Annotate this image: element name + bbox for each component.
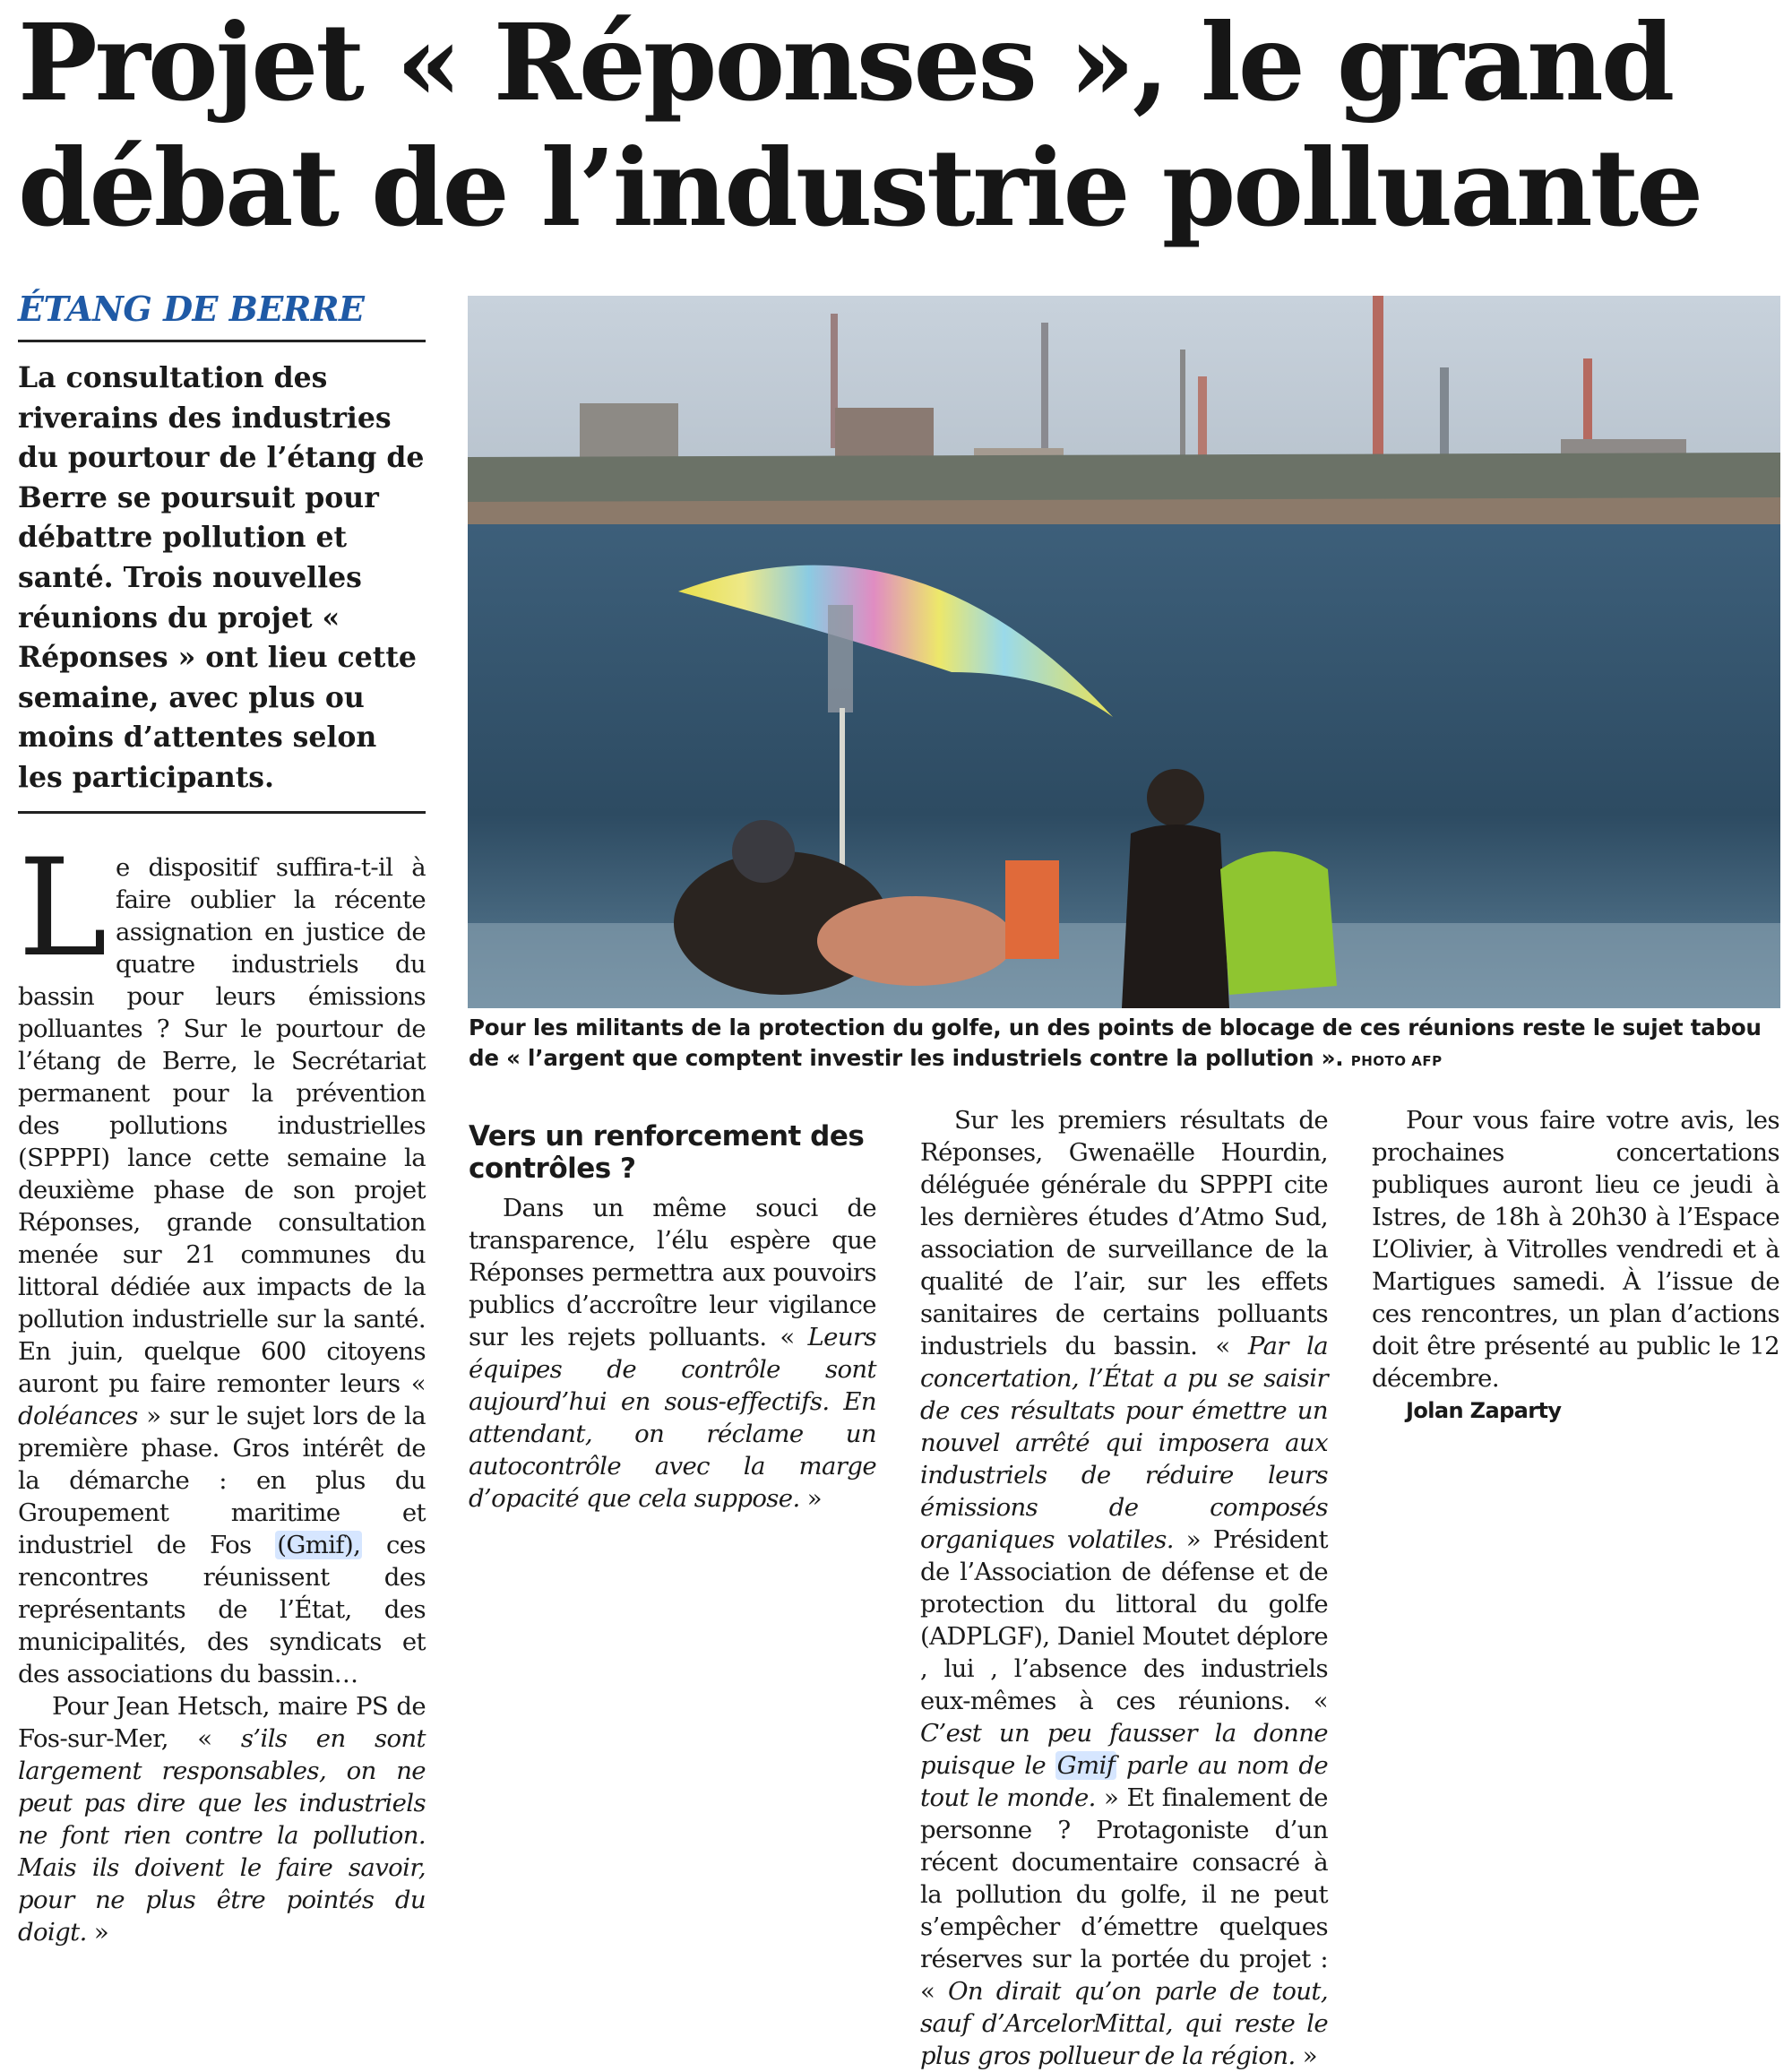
- text-run: » Et finalement de personne ? Protagoniste d’un récent documentaire consacré à la pollution du golfe, il ne peut s’empêcher d’émettre quelques réserves sur la portée du projet : «: [920, 1783, 1328, 2006]
- body-column-1: [18, 831, 426, 1948]
- photo-caption: [469, 1013, 1781, 1076]
- body-paragraph-5: Pour vous faire votre avis, les prochaines concertations publiques auront lieu ce jeudi à Istres, de 18h à 20h30 à l’Espace L’Olivier, à Vitrolles vendredi et à Martigues samedi. À l’issue de ces rencontres, un plan d’actions doit être présenté au public le 12 décembre.: [1372, 1106, 1779, 1393]
- quote: On dirait qu’on parle de tout, sauf d’ArcelorMittal, qui reste le plus gros pollueur de la région.: [920, 1977, 1329, 2070]
- photo-credit: PHOTO AFP: [1350, 1053, 1443, 1069]
- text-run: »: [1295, 2042, 1318, 2070]
- drop-cap: L: [18, 831, 108, 987]
- body-column-4: [1372, 1104, 1779, 1427]
- body-column-3: [920, 1104, 1328, 2072]
- photo-beach-industry: [468, 296, 1780, 1008]
- highlighted-gmif: (Gmif),: [277, 1531, 361, 1559]
- quote: parle au nom de tout le monde.: [920, 1751, 1328, 1812]
- photo-illustration: [468, 296, 1780, 1008]
- body-paragraph-3: [469, 1192, 876, 1515]
- text-run: » Président de l’Association de défense et de protection du littoral du golfe (ADPLGF), Daniel Moutet déplore , lui , l’absence des industriels eux-mêmes à ces réunions. «: [920, 1525, 1328, 1715]
- text-run: ces rencontres réunissent des représentants de l’État, des municipalités, des syndicats et des associations du bassin…: [18, 1531, 426, 1688]
- subheading: Vers un renforcement des contrôles ?: [469, 1120, 865, 1185]
- quote: s’ils en sont largement responsables, on ne peut pas dire que les industriels ne font rien contre la pollution. Mais ils doivent le faire savoir, pour ne plus être pointés du doigt.: [18, 1724, 426, 1947]
- text-run: »: [86, 1918, 109, 1947]
- body-paragraph-1: [18, 831, 426, 1690]
- body-paragraph-2: [18, 1690, 426, 1948]
- lead-paragraph: La consultation des riverains des industries du pourtour de l’étang de Berre se poursuit pour débattre pollution et santé. Trois nouvelles réunions du projet « Réponses » ont lieu cette semaine, avec plus ou moins d’attentes selon les participants.: [18, 358, 426, 814]
- quote: Leurs équipes de contrôle sont aujourd’hui en sous-effectifs. En attendant, on réclame un autocontrôle avec la marge d’opacité que cela suppose.: [469, 1323, 876, 1513]
- body-paragraph-4: [920, 1104, 1328, 2072]
- section-kicker: ÉTANG DE BERRE: [18, 289, 426, 342]
- headline: Projet « Réponses », le grand débat de l’industrie polluante: [18, 0, 1702, 250]
- text-run: Pour Jean Hetsch, maire PS de Fos-sur-Mer, «: [18, 1692, 426, 1753]
- text-run: e dispositif suffira-t-il à faire oublier la récente assignation en justice de quatre industriels du bassin pour leurs émissions polluantes ? Sur le pourtour de l’étang de Berre, le Secrétariat permanent pour la prévention des pollutions industrielles (SPPPI) lance cette semaine la deuxième phase de son projet Réponses, grande consultation menée sur 21 communes du littoral dédiée aux impacts de la pollution industrielle sur la santé. En juin, quelque 600 citoyens auront pu faire remonter leurs «: [18, 853, 426, 1398]
- body-column-2: [469, 1104, 876, 1515]
- text-run: » sur le sujet lors de la première phase. Gros intérêt de la démarche : en plus du Groupement maritime et industriel de Fos: [18, 1402, 426, 1559]
- caption-text: Pour les militants de la protection du golfe, un des points de blocage de ces réunions reste le sujet tabou de « l’argent que comptent investir les industriels contre la pollution ».: [469, 1014, 1762, 1071]
- text-run: »: [799, 1484, 822, 1513]
- quote: C’est un peu fausser la donne puisque le: [920, 1719, 1328, 1780]
- highlighted-gmif-2: Gmif: [1056, 1751, 1116, 1780]
- text-run: Sur les premiers résultats de Réponses, Gwenaëlle Hourdin, déléguée générale du SPPPI cite les dernières études d’Atmo Sud, association de surveillance de la qualité de l’air, sur les effets sanitaires de certains polluants industriels du bassin. «: [920, 1106, 1328, 1360]
- text-run: Dans un même souci de transparence, l’élu espère que Réponses permettra aux pouvoirs publics d’accroître leur vigilance sur les rejets polluants. «: [469, 1194, 876, 1351]
- byline: Jolan Zaparty: [1406, 1398, 1562, 1423]
- emphasis: doléances: [18, 1402, 138, 1430]
- quote: Par la concertation, l’État a pu se saisir de ces résultats pour émettre un nouvel arrêté qui imposera aux industriels de réduire leurs émissions de composés organiques volatiles.: [920, 1332, 1328, 1554]
